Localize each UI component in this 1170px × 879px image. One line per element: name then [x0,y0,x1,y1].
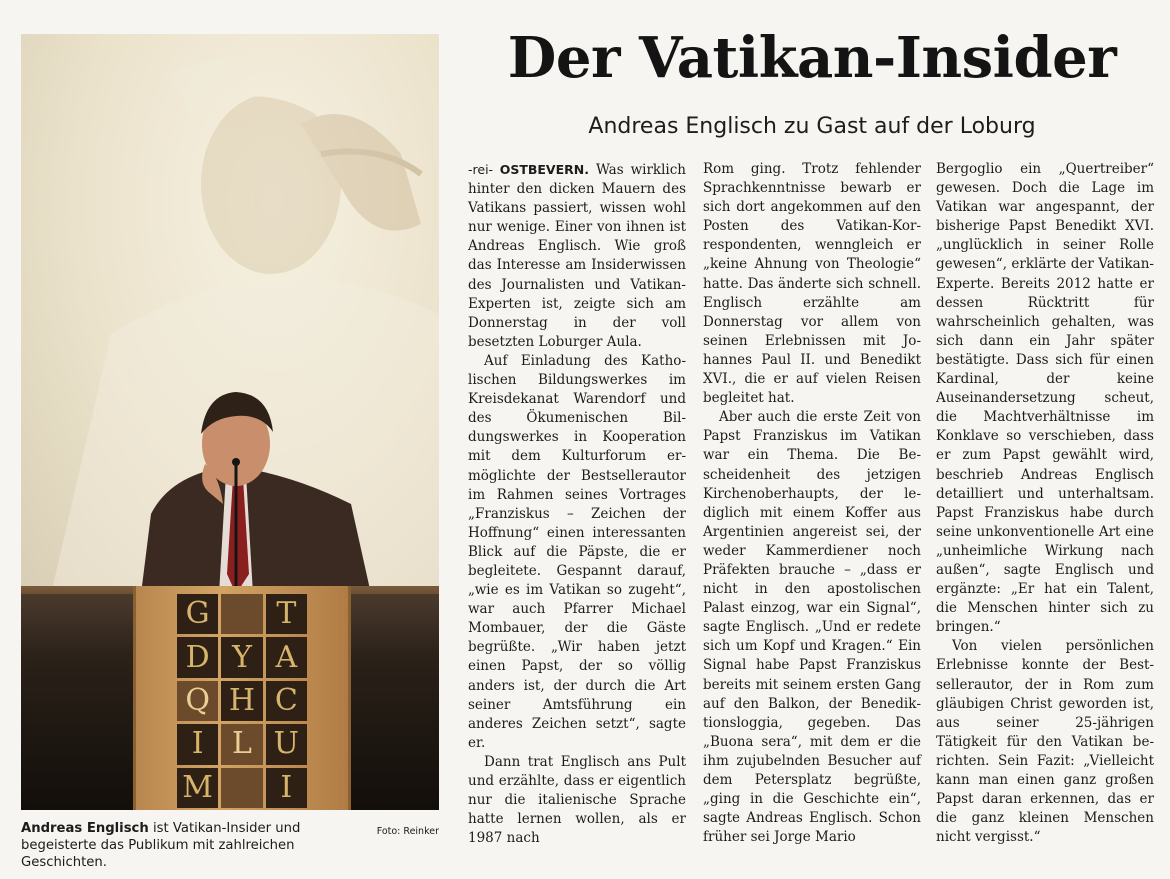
lectern-letter: D [177,637,218,677]
article-subheadline: Andreas Englisch zu Gast auf der Loburg [588,114,1036,139]
lectern-letter: C [266,681,307,721]
paragraph: Dann trat Englisch ans Pult und erzählte, dass er eigentlich nur die italienische Sprache hatte lernen wollen, als er 1987 nach [468,753,686,847]
lectern-letter: I [177,724,218,764]
lectern-letter: H [221,681,262,721]
article-headline: Der Vatikan-Insider [507,25,1117,91]
caption-name: Andreas Englisch [21,821,149,836]
paragraph: Rom ging. Trotz fehlender Sprachkenntnisse bewarb er sich dort angekommen auf den Posten des Vatikan-Korrespondenten, wenngleich er „keine Ahnung von Theologie“ hatte. Das änderte sich schnell. Englisch erzählte am Donnerstag vor allem von seinen Erlebnissen mit Johannes Paul II. und Benedikt XVI., die er auf vielen Reisen begleitet hat. [703,161,921,407]
lectern-letter: Q [177,681,218,721]
photo-credit: Foto: Reinker [376,826,439,837]
lectern-letter: M [177,768,218,808]
dateline [468,162,589,177]
lectern-letter: A [266,637,307,677]
lectern-letter: T [266,594,307,634]
article-column-2 [703,160,921,847]
article-column-1 [468,160,686,848]
lectern-letter: I [266,768,307,808]
article-column-3 [936,160,1154,847]
paragraph: Von vielen persönlichen Erlebnisse konnte der Bestsellerautor, der in Rom zum gläubigen Christ geworden ist, aus seiner 25-jährigen Tätigkeit für den Vatikan berichten. Sein Fazit: „Vielleicht kann man einen ganz großen Papst daran erkennen, das er die ganz kleinen Menschen nicht vergisst.“ [936,638,1154,846]
paragraph [468,160,686,352]
dateline-place: OSTBEVERN. [499,162,589,177]
paragraph-text: Was wirklich hinter den dicken Mauern des Vatikans passiert, wissen wohl nur wenige. Einer von ihnen ist Andreas Englisch. Wie groß das Interesse am Insiderwissen des Journalisten und Vatikan-Experten ist, zeigte sich am Donnerstag in der voll besetzten Loburger Aula. [468,162,686,350]
paragraph: Auf Einladung des Katholischen Bildungswerkes im Kreisdekanat Warendorf und des Ökumenischen Bildungswerkes in Kooperation mit dem Kulturforum ermöglichte der Bestsellerautor im Rahmen seines Vortrages „Franziskus – Zeichen der Hoffnung“ einen interessanten Blick auf die Päpste, die er begleitete. Gespannt darauf, „wie es im Vatikan so zugeht“, war auch Pfarrer Michael Mombauer, der die Gäste begrüßte. „Wir haben jetzt einen Papst, der so völlig anders ist, der durch die Art seiner Amtsführung ein anderes Zeichen setzt“, sagte er. [468,352,686,751]
paragraph: Bergoglio ein „Quertreiber“ gewesen. Doch die Lage im Vatikan war angespannt, der bisherige Papst Benedikt XVI. „unglücklich in seiner Rolle gewesen“, erklärte der Vatikan-Experte. Bereits 2012 hatte er dessen Rücktritt für wahrscheinlich gehalten, was sich dann ein Jahr später bestätigte. Dass sich für einen Kardinal, der keine Auseinandersetzung scheut, die Machtverhältnisse im Konklave so verschieben, dass er zum Papst gewählt wird, beschrieb Andreas Englisch detailliert und unterhaltsam. Papst Franziskus habe durch seine unkonventionelle Art eine „unheimliche Wirkung nach außen“, sagte Englisch und ergänzte: „Er hat ein Talent, die Menschen hinter sich zu bringen.“ [936,161,1154,636]
lectern-letter: G [177,594,218,634]
lectern-letter: L [221,724,262,764]
lectern-letter: U [266,724,307,764]
paragraph: Aber auch die erste Zeit von Papst Franziskus im Vatikan war ein Thema. Die Bescheidenheit des jetzigen Kirchenoberhaupts, der lediglich mit einem Koffer aus Argentinien angereist sei, der weder Kammerdiener noch Präfekten brauche – „dass er nicht in den apostolischen Palast einzog, war ein Signal“, sagte Englisch. „Und er redete sich um Kopf und Kragen.“ Ein Signal habe Papst Franziskus bereits mit seinem ersten Gang auf den Balkon, der Benediktionsloggia, gegeben. Das „Buona sera“, mit dem er die ihm zujubelnden Besucher auf dem Petersplatz begrüßte, „ging in die Geschichte ein“, sagte Andreas Englisch. Schon früher sei Jorge Mario [703,409,921,846]
photo-caption [21,820,439,871]
lectern-letter [221,594,262,634]
caption-text: ist Vatikan-Insider und begeisterte das Publikum mit zahlreichen Geschichten. [21,821,301,870]
dateline-prefix: -rei- [468,162,494,177]
article-photo [21,34,439,810]
lectern-letter-grid [177,594,307,808]
lectern-letter: Y [221,637,262,677]
lectern-letter [221,768,262,808]
